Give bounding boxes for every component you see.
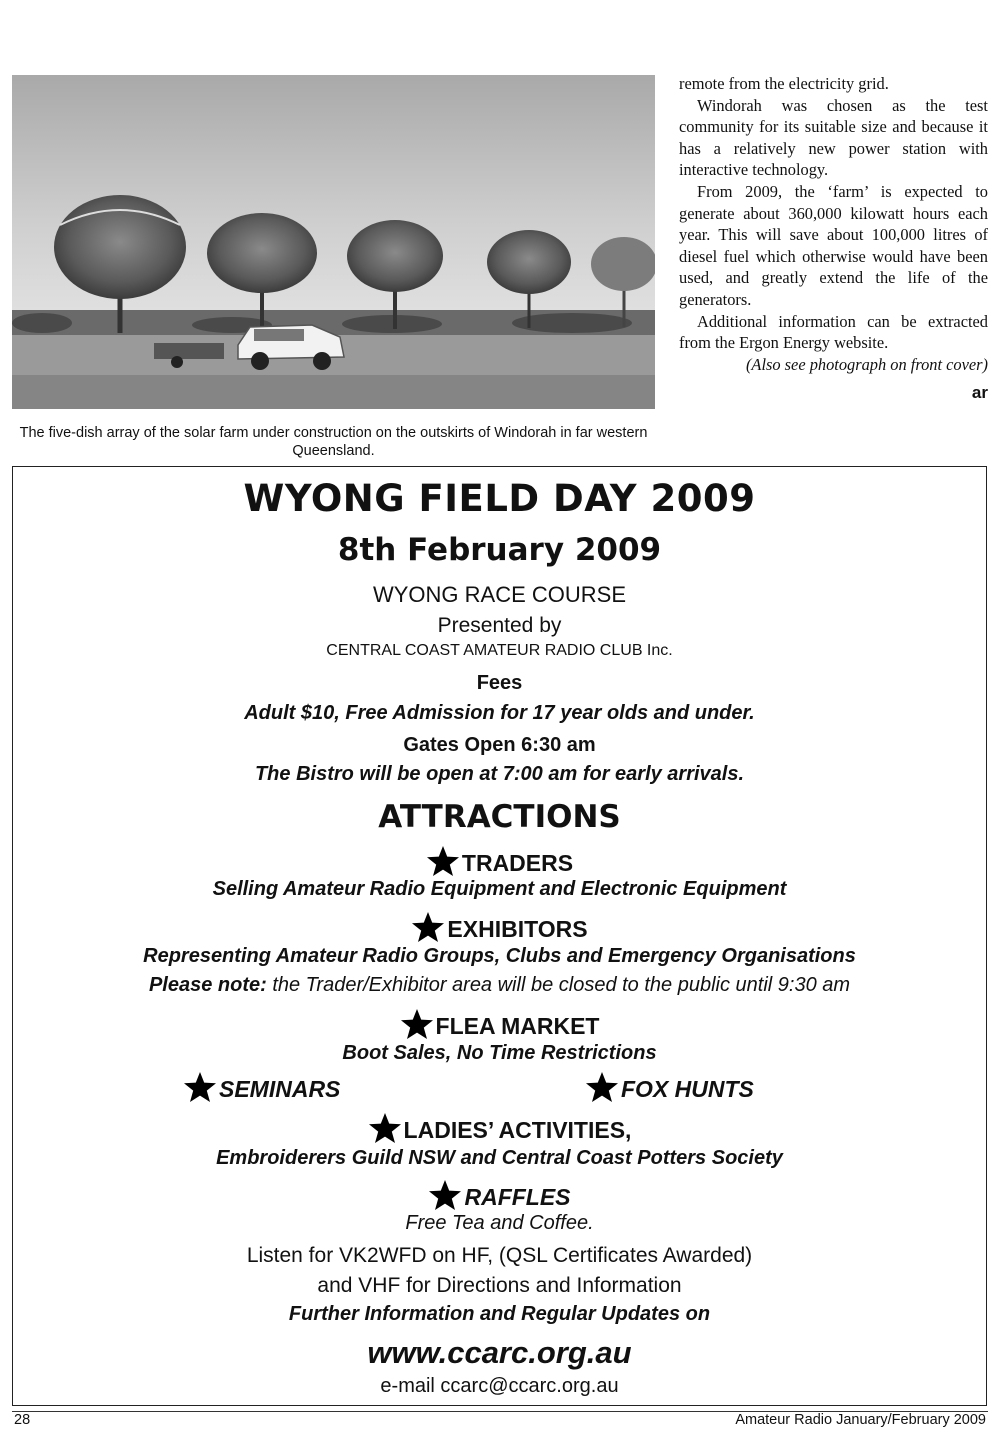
advert-title: WYONG FIELD DAY 2009 <box>243 477 756 520</box>
traders-desc: Selling Amateur Radio Equipment and Electronic Equipment <box>212 878 787 900</box>
presented-by: Presented by <box>437 614 562 637</box>
further-info: Further Information and Regular Updates on <box>288 1303 711 1325</box>
flea-desc: Boot Sales, No Time Restrictions <box>342 1042 657 1064</box>
note-text: the Trader/Exhibitor area will be closed to the public until 9:30 am <box>266 974 851 996</box>
raffles-label: RAFFLES <box>464 1184 571 1210</box>
traders-label: TRADERS <box>461 850 574 876</box>
gates-open: Gates Open 6:30 am <box>403 734 596 756</box>
exhibitors-label: EXHIBITORS <box>447 916 588 942</box>
venue: WYONG RACE COURSE <box>372 582 627 607</box>
website-link[interactable]: www.ccarc.org.au <box>367 1335 632 1370</box>
see-also-note: (Also see photograph on front cover) <box>745 354 988 374</box>
seminars-heading <box>183 1071 340 1103</box>
ladies-label: LADIES’ ACTIVITIES, <box>403 1117 632 1143</box>
article-paragraph: Windorah was chosen as the test community for its suitable size and because it has a relatively new power station with interactive technology. <box>679 95 988 180</box>
email-link[interactable]: e-mail ccarc@ccarc.org.au <box>380 1375 619 1397</box>
note-label: Please note: <box>148 974 267 996</box>
listen-line-1: Listen for VK2WFD on HF, (QSL Certificates Awarded) <box>246 1244 753 1267</box>
event-date: 8th February 2009 <box>337 532 662 568</box>
star-icon <box>183 1071 217 1103</box>
star-icon <box>428 1179 462 1211</box>
fox-hunts-heading <box>585 1071 754 1103</box>
star-icon <box>411 911 445 943</box>
seminars-label: SEMINARS <box>219 1076 341 1102</box>
article-column <box>679 73 988 375</box>
flea-market-label: FLEA MARKET <box>435 1013 600 1039</box>
raffles-heading <box>13 1179 986 1211</box>
page-number: 28 <box>14 1412 31 1428</box>
exhibitors-desc: Representing Amateur Radio Groups, Clubs and Emergency Organisations <box>143 945 856 967</box>
star-icon <box>426 845 460 877</box>
club-name: CENTRAL COAST AMATEUR RADIO CLUB Inc. <box>326 642 673 659</box>
star-icon <box>400 1008 434 1040</box>
star-icon <box>585 1071 619 1103</box>
end-mark: ar <box>971 383 988 402</box>
fees-text: Adult $10, Free Admission for 17 year olds and under. <box>244 702 755 724</box>
fees-label: Fees <box>476 672 523 694</box>
star-icon <box>368 1112 402 1144</box>
photo-caption: The five-dish array of the solar farm under construction on the outskirts of Windorah in far western Queensland. <box>19 425 648 459</box>
attractions-heading: ATTRACTIONS <box>378 799 621 835</box>
tea-note: Free Tea and Coffee. <box>405 1212 594 1234</box>
article-paragraph: Additional information can be extracted from the Ergon Energy website. <box>679 311 988 353</box>
trader-note <box>13 974 986 997</box>
fox-hunts-label: FOX HUNTS <box>621 1076 754 1102</box>
traders-heading <box>13 845 986 877</box>
solar-farm-photo <box>12 75 655 409</box>
page-footer <box>12 1411 988 1428</box>
article-paragraph: remote from the electricity grid. <box>679 74 889 93</box>
article-paragraph: From 2009, the ‘farm’ is expected to generate about 360,000 kilowatt hours each year. This will save about 100,000 litres of diesel fuel which otherwise would have been used, and greatly extend the life of the generators. <box>679 181 988 309</box>
exhibitors-heading <box>13 911 986 943</box>
bistro-note: The Bistro will be open at 7:00 am for early arrivals. <box>254 763 745 785</box>
ladies-heading <box>13 1112 986 1144</box>
flea-market-heading <box>13 1008 986 1040</box>
ladies-desc: Embroiderers Guild NSW and Central Coast Potters Society <box>216 1147 783 1169</box>
publication-name: Amateur Radio January/February 2009 <box>735 1412 986 1428</box>
field-day-advert <box>12 466 987 1406</box>
listen-line-2: and VHF for Directions and Information <box>317 1274 682 1297</box>
